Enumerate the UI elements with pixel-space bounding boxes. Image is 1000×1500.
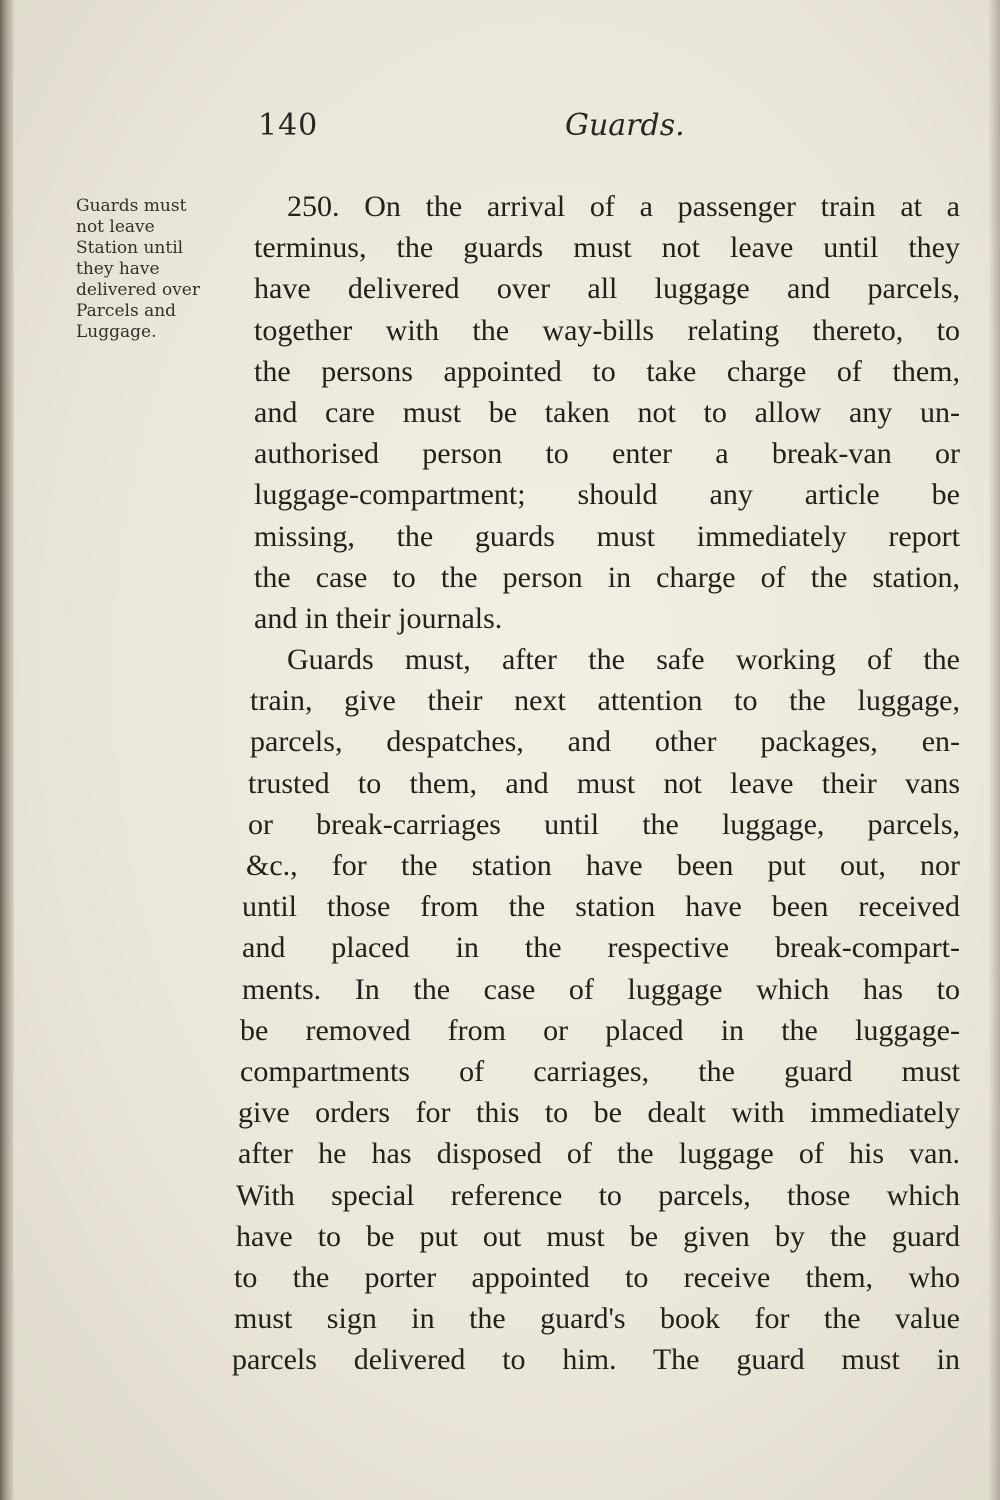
text-line: 250. On the arrival of a passenger train at a [287,190,960,223]
text-line: missing, the guards must immediately report [254,519,960,553]
marginal-note-line: not leave [76,217,155,237]
text-line: have delivered over all luggage and parcels, [254,272,960,306]
text-line: terminus, the guards must not leave until they [254,231,960,265]
text-line: parcels delivered to him. The guard must in [232,1343,960,1377]
text-line: train, give their next attention to the luggage, [250,684,960,718]
text-line: Guards must, after the safe working of the [287,643,960,677]
marginal-note-line: delivered over [76,280,200,300]
text-line: have to be put out must be given by the guard [236,1219,960,1253]
marginal-note-line: they have [76,259,160,279]
text-line: parcels, despatches, and other packages, en- [250,725,960,759]
running-head: Guards. [565,108,685,143]
text-line: must sign in the guard's book for the value [234,1302,960,1336]
text-line: luggage-compartment; should any article be [254,478,960,512]
text-line: compartments of carriages, the guard must [240,1054,960,1088]
marginal-note-line: Guards must [76,196,187,216]
body-text [232,186,960,1380]
text-line: and in their journals. [254,601,503,635]
marginal-note [76,196,236,343]
text-line: trusted to them, and must not leave their vans [248,766,960,800]
text-line: and care must be taken not to allow any un- [254,395,960,429]
text-line: and placed in the respective break-compart- [242,931,960,965]
text-line: authorised person to enter a break-van or [254,437,960,471]
text-line: be removed from or placed in the luggage- [240,1013,960,1047]
text-line: to the porter appointed to receive them, who [234,1260,960,1294]
page-header [258,108,958,148]
text-line: until those from the station have been received [242,890,960,924]
text-line: &c., for the station have been put out, nor [246,849,960,882]
text-line: give orders for this to be dealt with immediately [238,1096,960,1130]
page-edge [988,0,1000,1500]
marginal-note-line: Parcels and [76,301,177,321]
text-line: With special reference to parcels, those which [236,1178,960,1212]
marginal-note-line: Station until [76,238,184,258]
text-line: after he has disposed of the luggage of his van. [238,1137,960,1171]
text-line: the persons appointed to take charge of them, [254,354,960,388]
text-line: ments. In the case of luggage which has to [242,972,960,1006]
text-line: or break-carriages until the luggage, parcels, [248,807,960,841]
page-number: 140 [258,108,319,143]
binding-shadow [0,0,14,1500]
text-line: the case to the person in charge of the station, [254,560,960,594]
text-line: together with the way-bills relating thereto, to [254,313,960,347]
marginal-note-line: Luggage. [76,322,157,342]
